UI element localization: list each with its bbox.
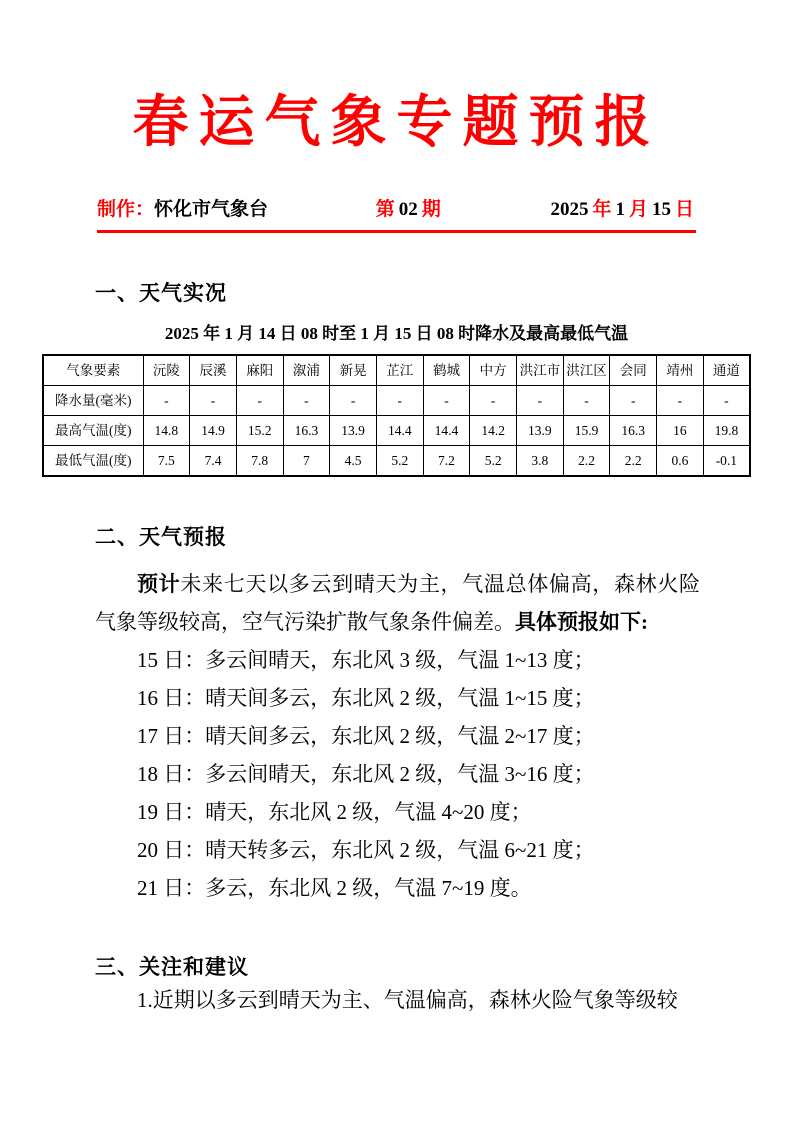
issue-value: 02 [398,199,418,220]
forecast-line: 17 日：晴天间多云，东北风 2 级，气温 2~17 度； [137,724,595,748]
data-cell: 7.4 [190,446,237,477]
table-station-header-cell: 溆浦 [283,355,330,386]
table-station-header-cell: 中方 [470,355,517,386]
issue-date [548,194,696,221]
maker-value: 怀化市气象台 [154,199,269,220]
data-cell: - [143,386,190,416]
data-cell: 4.5 [330,446,377,477]
data-cell: 0.6 [657,446,704,477]
forecast-line: 15 日：多云间晴天，东北风 3 级，气温 1~13 度； [137,648,595,672]
table-row [43,446,750,477]
forecast-lead-bold: 预计 [137,572,181,596]
table-station-header-cell: 麻阳 [236,355,283,386]
date-year-unit: 年 [592,199,612,220]
data-cell: 16.3 [283,416,330,446]
forecast-line: 16 日：晴天间多云，东北风 2 级，气温 1~15 度； [137,686,595,710]
data-cell: - [703,386,750,416]
table-corner-header-cell: 气象要素 [43,355,143,386]
data-cell: 7.8 [236,446,283,477]
data-cell: 7.5 [143,446,190,477]
data-cell: 14.4 [423,416,470,446]
data-cell: - [376,386,423,416]
data-cell: 7.2 [423,446,470,477]
data-cell: - [657,386,704,416]
forecast-line: 18 日：多云间晴天，东北风 2 级，气温 3~16 度； [137,762,595,786]
table-station-header-cell: 会同 [610,355,657,386]
data-cell: - [330,386,377,416]
issue-prefix: 第 [375,199,395,220]
data-cell: - [423,386,470,416]
data-cell: 2.2 [610,446,657,477]
data-cell: 3.8 [517,446,564,477]
forecast-line: 21 日：多云，东北风 2 级，气温 7~19 度。 [137,876,532,900]
advice-line: 1.近期以多云到晴天为主、气温偏高，森林火险气象等级较 [137,988,678,1012]
data-cell: 16 [657,416,704,446]
table-station-header-cell: 新晃 [330,355,377,386]
table-station-header-cell: 靖州 [657,355,704,386]
document-title: 春运气象专题预报 [132,92,661,154]
data-cell: - [236,386,283,416]
date-day: 15 [651,199,671,220]
forecast-line: 20 日：晴天转多云，东北风 2 级，气温 6~21 度； [137,838,595,862]
section1-heading: 一、天气实况 [95,282,227,305]
data-cell: 13.9 [517,416,564,446]
forecast-line: 19 日：晴天，东北风 2 级，气温 4~20 度； [137,800,532,824]
data-cell: 14.4 [376,416,423,446]
forecast-tail-bold: 具体预报如下: [515,610,648,634]
data-cell: 14.8 [143,416,190,446]
data-cell: - [517,386,564,416]
table-header-row [43,355,750,386]
forecast-lead-text: 未来七天以多云到晴天为主，气温总体偏高，森林火险气象等级较高，空气污染扩散气象条件偏差。 [95,572,701,634]
data-cell: - [190,386,237,416]
issue-number [374,194,443,221]
data-cell: - [470,386,517,416]
table-row [43,386,750,416]
forecast-summary-paragraph [95,565,700,641]
maker-info [97,194,268,221]
issue-suffix: 期 [421,199,441,220]
data-cell: 15.2 [236,416,283,446]
data-cell: 16.3 [610,416,657,446]
date-month: 1 [615,199,625,220]
table-station-header-cell: 辰溪 [190,355,237,386]
row-label-cell: 最高气温(度) [43,416,143,446]
date-year: 2025 [550,199,589,220]
data-cell: 5.2 [470,446,517,477]
data-cell: 2.2 [563,446,610,477]
table-row [43,416,750,446]
data-cell: 7 [283,446,330,477]
table-station-header-cell: 洪江市 [517,355,564,386]
table-station-header-cell: 洪江区 [563,355,610,386]
observation-table-title: 2025 年 1 月 14 日 08 时至 1 月 15 日 08 时降水及最高最低气温 [164,324,629,343]
table-body [43,355,750,476]
data-cell: 14.2 [470,416,517,446]
data-cell: 19.8 [703,416,750,446]
forecast-list [0,641,793,907]
data-cell: 14.9 [190,416,237,446]
masthead-divider [97,230,696,233]
data-cell: 15.9 [563,416,610,446]
date-day-unit: 日 [674,199,694,220]
table-station-header-cell: 鹤城 [423,355,470,386]
date-month-unit: 月 [628,199,648,220]
data-cell: - [563,386,610,416]
data-cell: - [610,386,657,416]
data-cell: 13.9 [330,416,377,446]
data-cell: - [283,386,330,416]
row-label-cell: 降水量(毫米) [43,386,143,416]
data-cell: 5.2 [376,446,423,477]
section2-heading: 二、天气预报 [95,526,227,549]
data-cell: -0.1 [703,446,750,477]
table-station-header-cell: 沅陵 [143,355,190,386]
table-station-header-cell: 芷江 [376,355,423,386]
row-label-cell: 最低气温(度) [43,446,143,477]
observation-table [42,354,751,477]
maker-label: 制作： [97,199,155,220]
table-station-header-cell: 通道 [703,355,750,386]
section3-heading: 三、关注和建议 [95,956,249,979]
masthead-meta-row [97,194,696,221]
advice-list [0,981,793,1019]
